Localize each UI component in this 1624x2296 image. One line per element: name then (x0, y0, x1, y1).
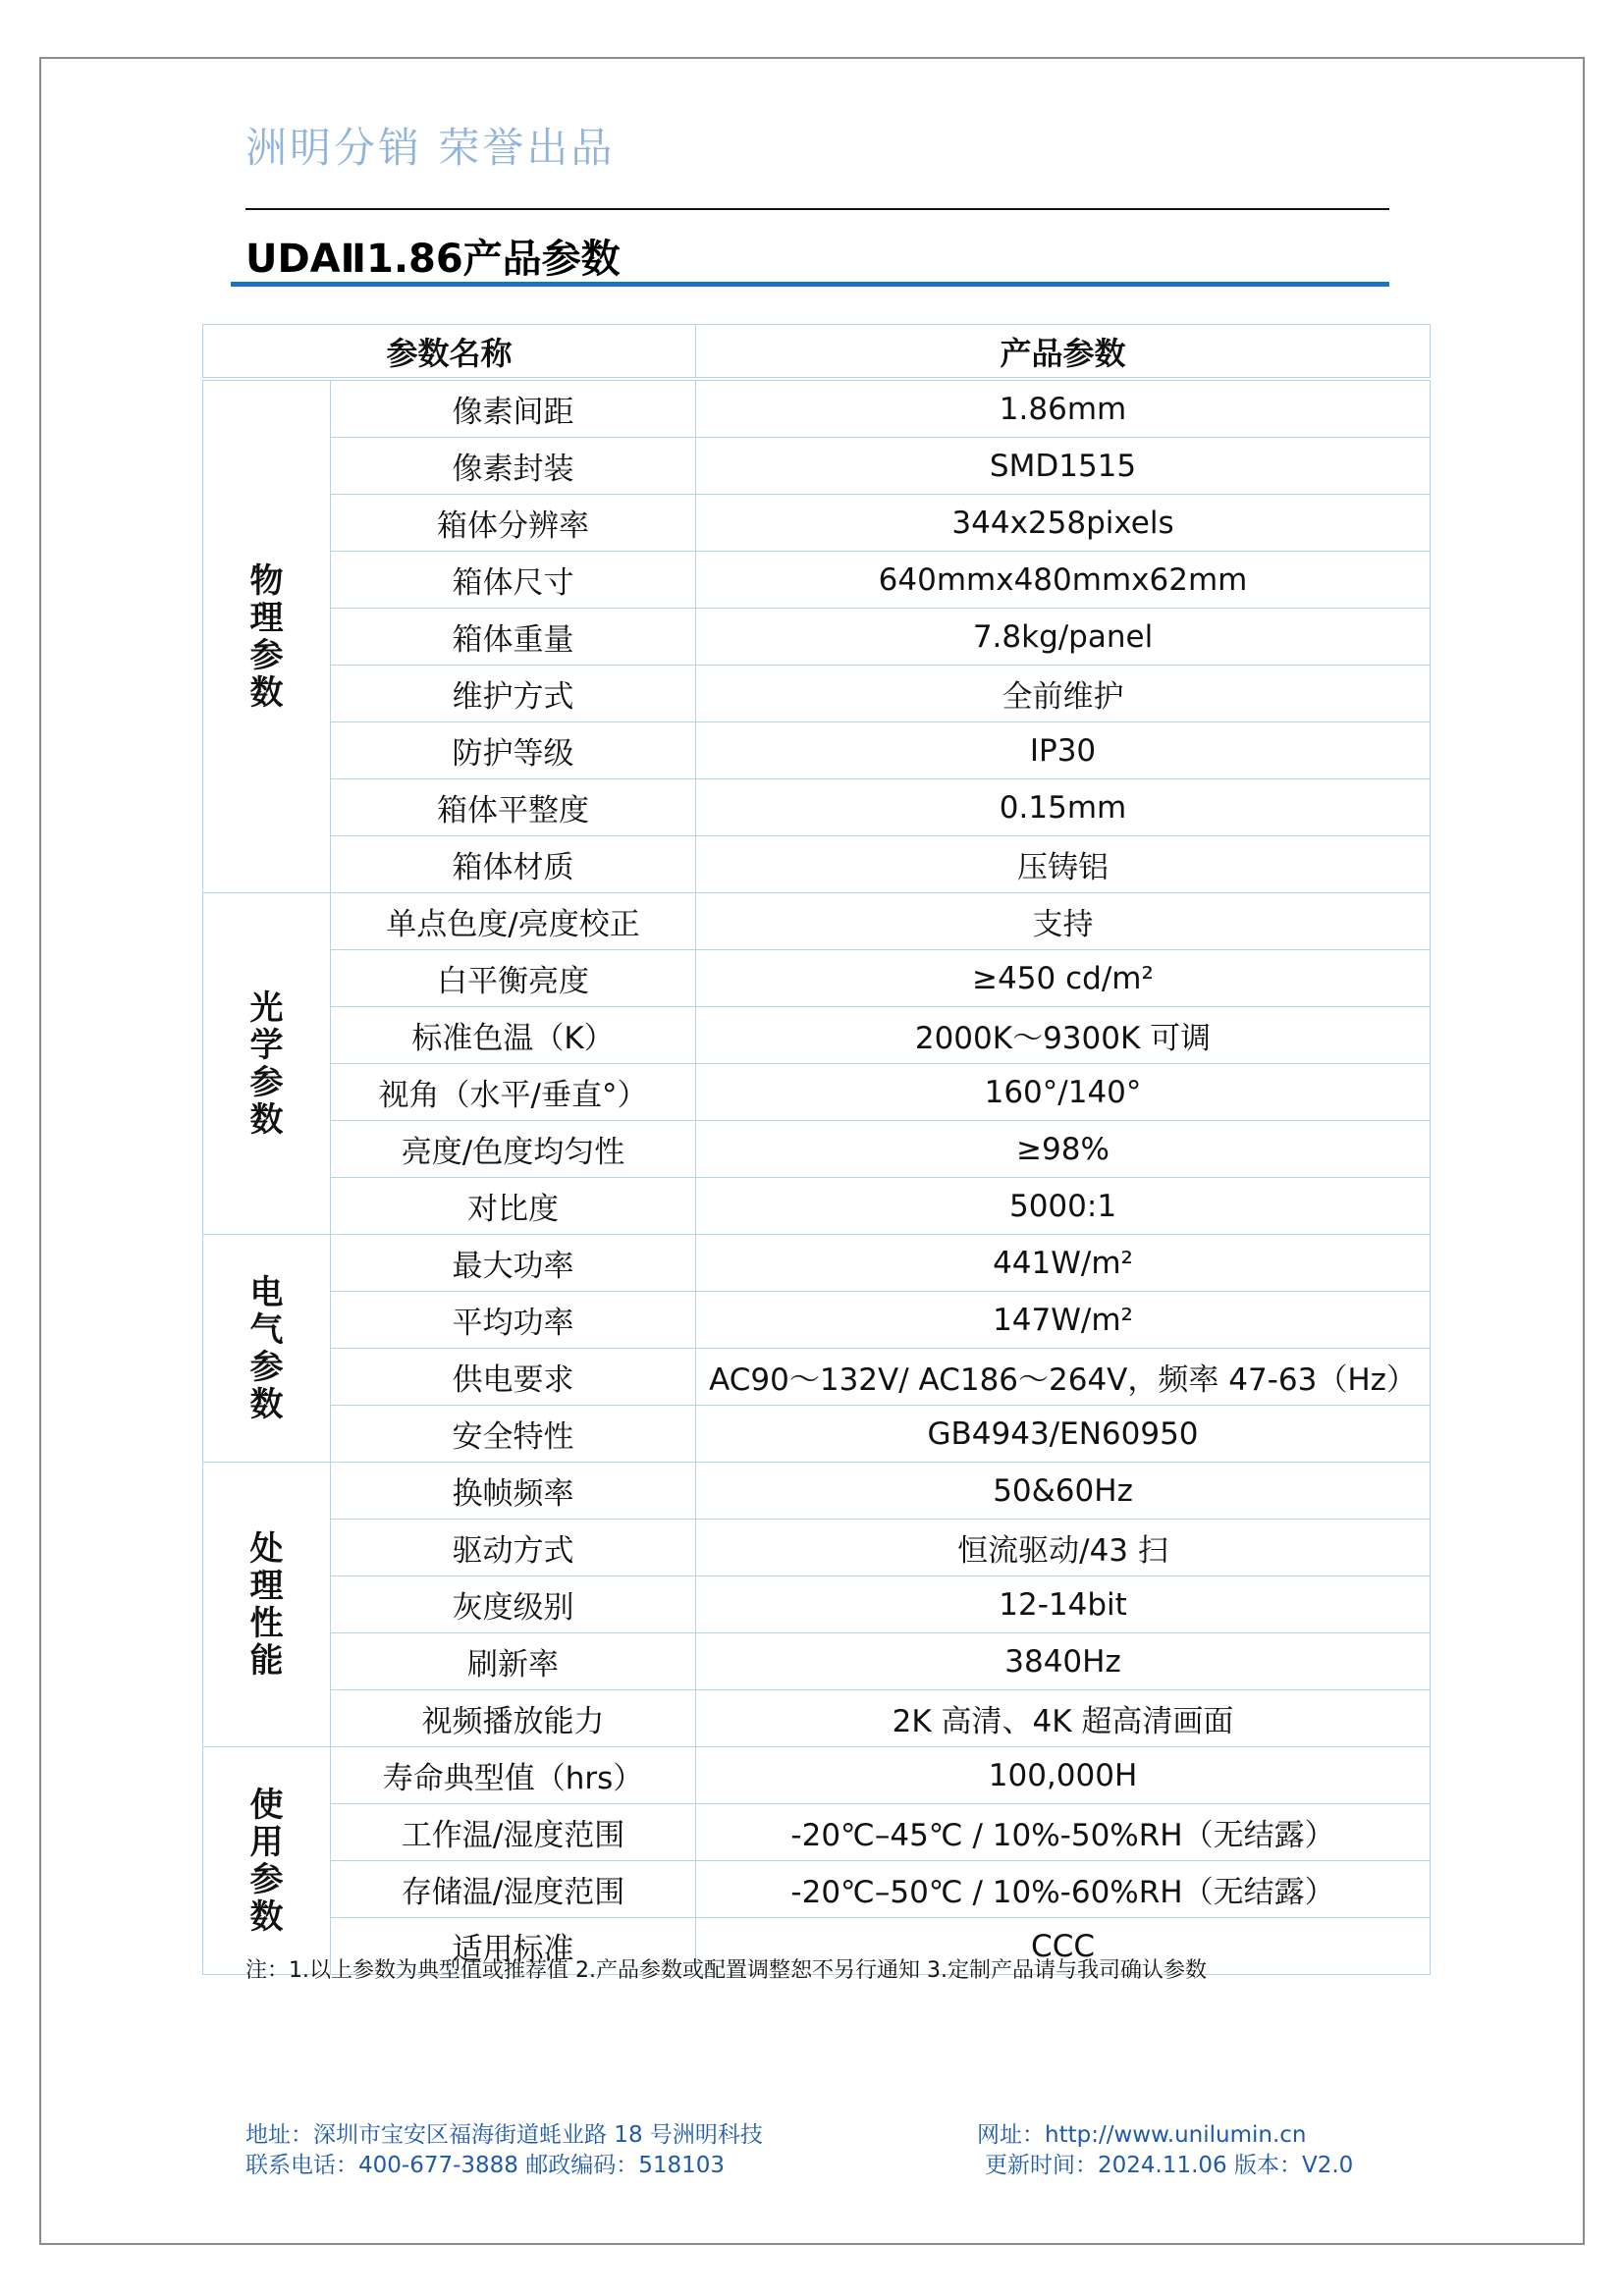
table-row (203, 722, 1431, 779)
table-row (203, 893, 1431, 950)
table-row (203, 438, 1431, 495)
param-value: ≥450 cd/m² (696, 950, 1431, 1007)
table-row (203, 1292, 1431, 1349)
param-name: 刷新率 (331, 1633, 696, 1690)
param-name: 像素间距 (331, 379, 696, 438)
category-cell (203, 1463, 331, 1747)
param-value: 7.8kg/panel (696, 609, 1431, 666)
table-row (203, 836, 1431, 893)
param-value: 160°/140° (696, 1064, 1431, 1121)
param-name: 驱动方式 (331, 1520, 696, 1576)
table-row (203, 1121, 1431, 1178)
category-cell (203, 1747, 331, 1975)
param-value: 2K 高清、4K 超高清画面 (696, 1690, 1431, 1747)
param-name: 最大功率 (331, 1235, 696, 1292)
table-row (203, 552, 1431, 609)
table-row (203, 1804, 1431, 1861)
table-row (203, 1463, 1431, 1520)
param-name: 箱体尺寸 (331, 552, 696, 609)
spec-table-body (203, 379, 1431, 1975)
table-row (203, 1520, 1431, 1576)
header-slogan: 洲明分销 荣誉出品 (245, 124, 616, 172)
param-value: 支持 (696, 893, 1431, 950)
param-value: 640mmx480mmx62mm (696, 552, 1431, 609)
param-name: 安全特性 (331, 1406, 696, 1463)
param-value: AC90～132V/ AC186～264V，频率 47-63（Hz） (696, 1349, 1431, 1406)
param-name: 箱体材质 (331, 836, 696, 893)
param-name: 对比度 (331, 1178, 696, 1235)
param-name: 工作温/湿度范围 (331, 1804, 696, 1861)
param-name: 防护等级 (331, 722, 696, 779)
page-title: UDAⅡ1.86产品参数 (245, 237, 621, 282)
param-value: 恒流驱动/43 扫 (696, 1520, 1431, 1576)
table-row (203, 1235, 1431, 1292)
footer-website: 网址：http://www.unilumin.cn (977, 2122, 1307, 2148)
param-value: -20℃–45℃ / 10%-50%RH（无结露） (696, 1804, 1431, 1861)
table-row (203, 1633, 1431, 1690)
param-name: 像素封装 (331, 438, 696, 495)
table-row (203, 495, 1431, 552)
param-name: 灰度级别 (331, 1576, 696, 1633)
category-label: 电气参数 (249, 1272, 284, 1424)
table-header-row (203, 325, 1431, 380)
param-name: 寿命典型值（hrs） (331, 1747, 696, 1804)
param-name: 平均功率 (331, 1292, 696, 1349)
table-row (203, 950, 1431, 1007)
table-row (203, 1690, 1431, 1747)
param-name: 存储温/湿度范围 (331, 1861, 696, 1918)
param-value: 3840Hz (696, 1633, 1431, 1690)
param-name: 白平衡亮度 (331, 950, 696, 1007)
param-value: -20℃–50℃ / 10%-60%RH（无结露） (696, 1861, 1431, 1918)
param-name: 视频播放能力 (331, 1690, 696, 1747)
param-value: SMD1515 (696, 438, 1431, 495)
category-label: 光学参数 (249, 988, 284, 1140)
param-name: 亮度/色度均匀性 (331, 1121, 696, 1178)
category-label: 物理参数 (249, 561, 284, 713)
table-row (203, 609, 1431, 666)
param-value: GB4943/EN60950 (696, 1406, 1431, 1463)
param-value: CCC (696, 1918, 1431, 1975)
table-row (203, 1007, 1431, 1064)
param-name: 视角（水平/垂直°） (331, 1064, 696, 1121)
footer-updated: 更新时间：2024.11.06 版本：V2.0 (985, 2153, 1354, 2178)
param-value: ≥98% (696, 1121, 1431, 1178)
table-row (203, 1406, 1431, 1463)
param-value: 441W/m² (696, 1235, 1431, 1292)
param-name: 适用标准 (331, 1918, 696, 1975)
param-name: 单点色度/亮度校正 (331, 893, 696, 950)
table-row (203, 379, 1431, 438)
header-divider (245, 208, 1389, 210)
param-value: 5000:1 (696, 1178, 1431, 1235)
table-row (203, 1349, 1431, 1406)
param-value: 147W/m² (696, 1292, 1431, 1349)
category-label: 使用参数 (249, 1785, 284, 1937)
header-param-name: 参数名称 (203, 325, 696, 380)
table-row (203, 666, 1431, 722)
footer-address: 地址：深圳市宝安区福海街道蚝业路 18 号洲明科技 (245, 2122, 763, 2148)
category-label: 处理性能 (249, 1528, 284, 1681)
param-name: 换帧频率 (331, 1463, 696, 1520)
footer-phone: 联系电话：400-677-3888 邮政编码：518103 (245, 2153, 726, 2178)
param-name: 箱体重量 (331, 609, 696, 666)
param-value: 1.86mm (696, 379, 1431, 438)
param-name: 箱体平整度 (331, 779, 696, 836)
table-row (203, 779, 1431, 836)
table-row (203, 1178, 1431, 1235)
param-value: IP30 (696, 722, 1431, 779)
param-value: 50&60Hz (696, 1463, 1431, 1520)
table-row (203, 1576, 1431, 1633)
param-name: 箱体分辨率 (331, 495, 696, 552)
table-row (203, 1747, 1431, 1804)
category-cell (203, 379, 331, 893)
spec-table (202, 324, 1431, 1975)
param-name: 标准色温（K） (331, 1007, 696, 1064)
param-value: 12-14bit (696, 1576, 1431, 1633)
table-row (203, 1861, 1431, 1918)
param-name: 供电要求 (331, 1349, 696, 1406)
title-underline (231, 282, 1389, 287)
header-param-value: 产品参数 (696, 325, 1431, 380)
category-cell (203, 1235, 331, 1463)
footnote: 注：1.以上参数为典型值或推荐值 2.产品参数或配置调整恕不另行通知 3.定制产品请与我司确认参数 (245, 1958, 1207, 1983)
param-value: 2000K～9300K 可调 (696, 1007, 1431, 1064)
param-name: 维护方式 (331, 666, 696, 722)
table-row (203, 1064, 1431, 1121)
param-value: 全前维护 (696, 666, 1431, 722)
param-value: 100,000H (696, 1747, 1431, 1804)
param-value: 344x258pixels (696, 495, 1431, 552)
param-value: 压铸铝 (696, 836, 1431, 893)
category-cell (203, 893, 331, 1235)
param-value: 0.15mm (696, 779, 1431, 836)
